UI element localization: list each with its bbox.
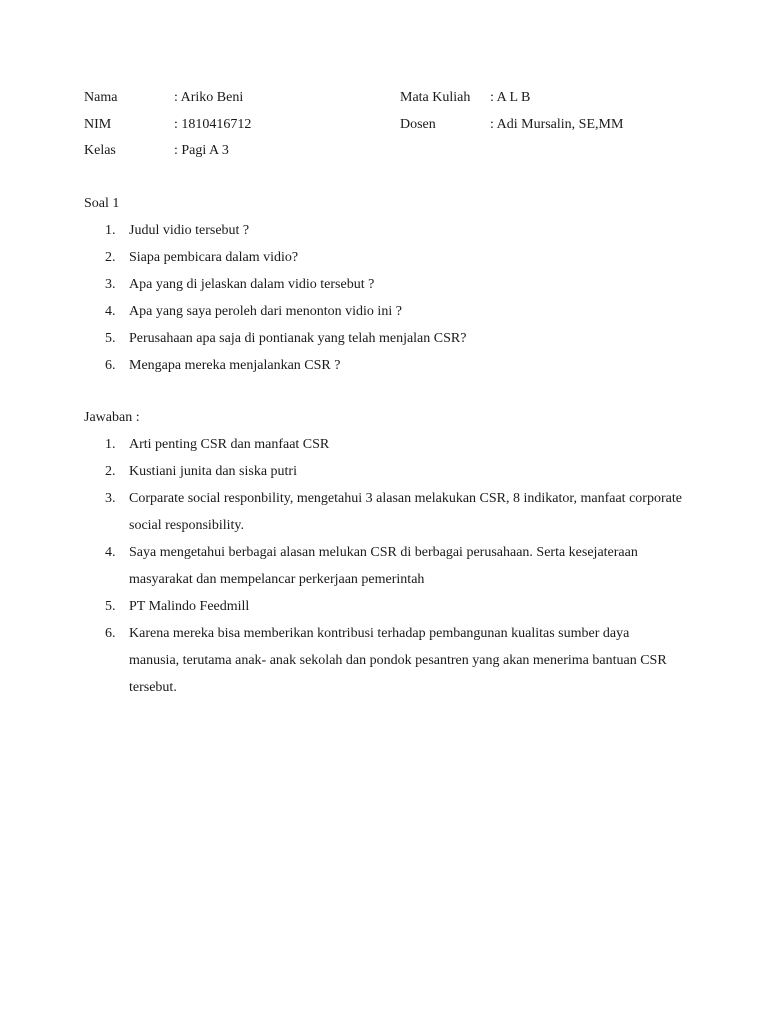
item-number: 4. <box>105 545 116 560</box>
item-text: Apa yang di jelaskan dalam vidio tersebut ? <box>129 277 375 292</box>
item-text: Karena mereka bisa memberikan kontribusi terhadap pembangunan kualitas sumber daya manusia, terutama anak- anak sekolah dan pondok pesantren yang akan menerima bantuan CSR tersebut. <box>129 626 667 695</box>
list-item <box>0 620 768 701</box>
header-row-kelas <box>0 141 768 161</box>
list-item <box>0 485 768 539</box>
value-mata-kuliah: : A L B <box>490 90 531 105</box>
label-nim: NIM <box>84 117 112 132</box>
label-nama: Nama <box>84 90 118 105</box>
item-number: 5. <box>105 331 116 346</box>
list-item <box>0 458 768 485</box>
value-dosen: : Adi Mursalin, SE,MM <box>490 117 624 132</box>
item-number: 6. <box>105 358 116 373</box>
label-kelas: Kelas <box>84 143 116 158</box>
item-number: 2. <box>105 464 116 479</box>
header-row-nama <box>0 88 768 108</box>
list-item <box>0 271 768 298</box>
label-mata-kuliah: Mata Kuliah <box>400 90 471 105</box>
item-number: 1. <box>105 223 116 238</box>
item-number: 1. <box>105 437 116 452</box>
item-number: 3. <box>105 491 116 506</box>
item-text: Corparate social responbility, mengetahui 3 alasan melakukan CSR, 8 indikator, manfaat corporate social responsibility. <box>129 491 682 533</box>
list-item <box>0 244 768 271</box>
item-text: Arti penting CSR dan manfaat CSR <box>129 437 330 452</box>
item-number: 2. <box>105 250 116 265</box>
item-text: Perusahaan apa saja di pontianak yang telah menjalan CSR? <box>129 331 467 346</box>
soal-title: Soal 1 <box>84 196 120 211</box>
value-nama: : Ariko Beni <box>174 90 244 105</box>
item-text: Judul vidio tersebut ? <box>129 223 250 238</box>
list-item <box>0 325 768 352</box>
value-nim: : 1810416712 <box>174 117 252 132</box>
list-item <box>0 593 768 620</box>
item-number: 4. <box>105 304 116 319</box>
item-text: Siapa pembicara dalam vidio? <box>129 250 299 265</box>
label-dosen: Dosen <box>400 117 436 132</box>
item-number: 3. <box>105 277 116 292</box>
list-item <box>0 217 768 244</box>
item-text: Saya mengetahui berbagai alasan melukan CSR di berbagai perusahaan. Serta kesejateraan masyarakat dan mempelancar perkerjaan pemerintah <box>129 545 638 587</box>
item-text: PT Malindo Feedmill <box>129 599 250 614</box>
list-item <box>0 539 768 593</box>
item-text: Apa yang saya peroleh dari menonton vidio ini ? <box>129 304 402 319</box>
item-number: 5. <box>105 599 116 614</box>
list-item <box>0 298 768 325</box>
item-text: Mengapa mereka menjalankan CSR ? <box>129 358 341 373</box>
value-kelas: : Pagi A 3 <box>174 143 229 158</box>
jawaban-title: Jawaban : <box>84 410 140 425</box>
jawaban-list <box>0 431 768 701</box>
soal-list <box>0 217 768 379</box>
list-item <box>0 431 768 458</box>
header-row-nim <box>0 115 768 135</box>
item-text: Kustiani junita dan siska putri <box>129 464 297 479</box>
item-number: 6. <box>105 626 116 641</box>
list-item <box>0 352 768 379</box>
